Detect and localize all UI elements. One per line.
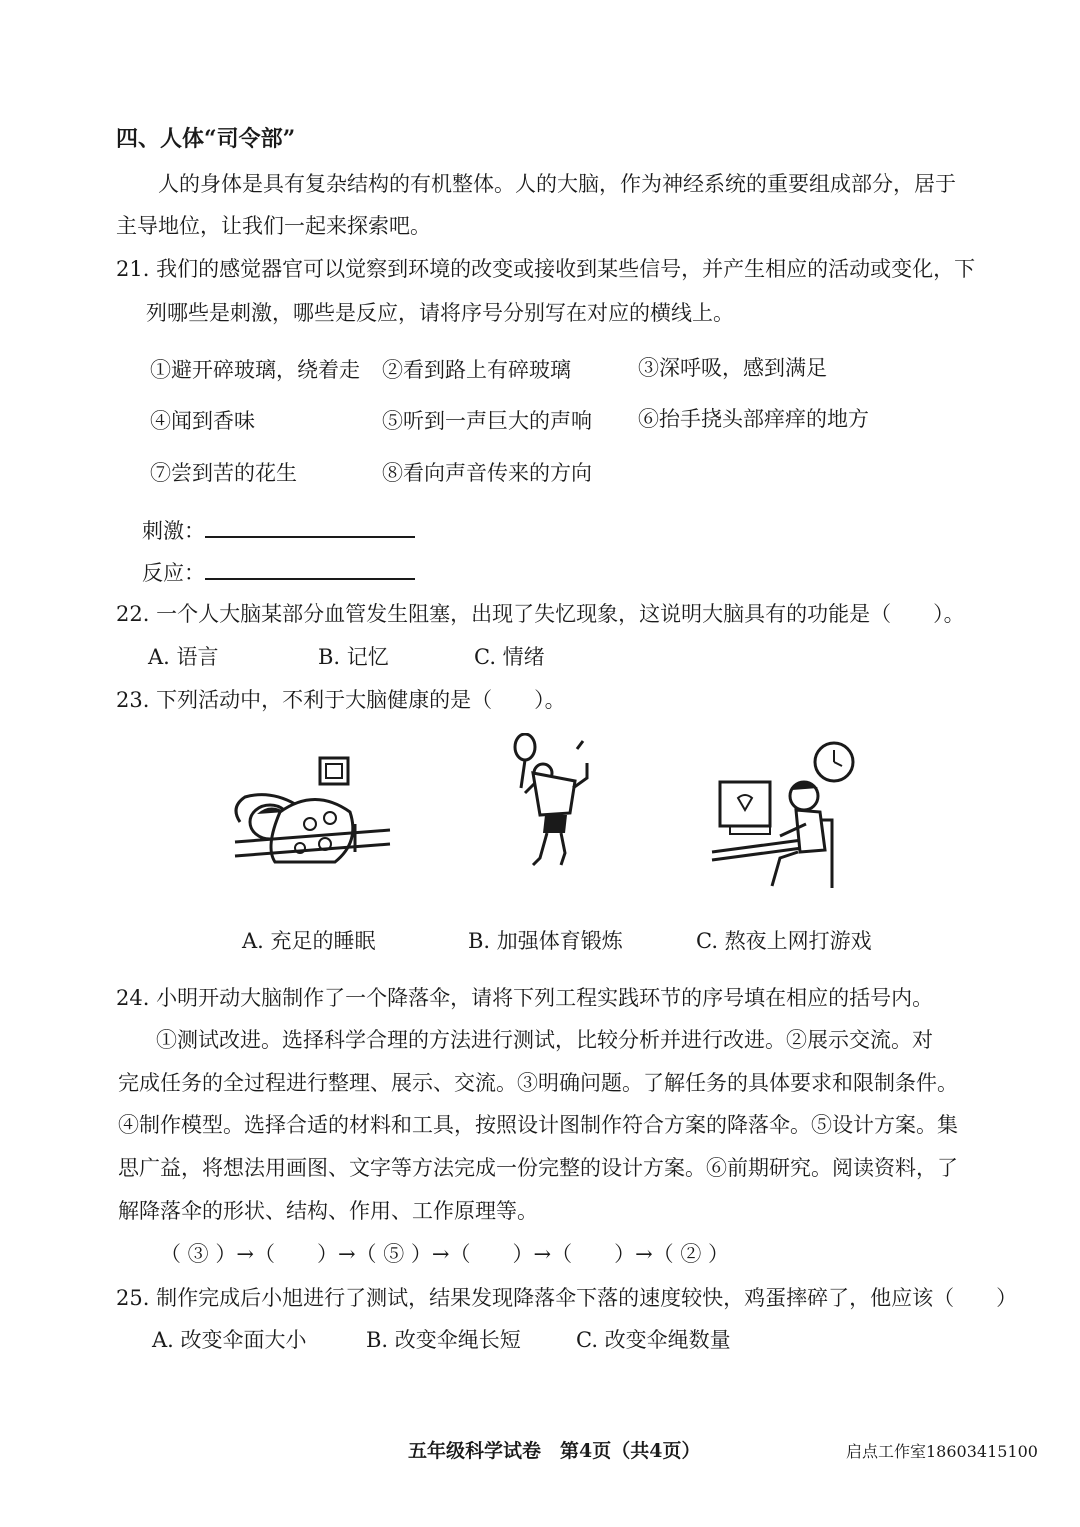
q25-option-c[interactable]: C. 改变伞绳数量 [576, 1328, 731, 1352]
q22-option-c[interactable]: C. 情绪 [474, 645, 545, 669]
q21-text-line-2: 列哪些是刺激，哪些是反应，请将序号分别写在对应的横线上。 [146, 301, 734, 325]
q23-option-a[interactable]: A. 充足的睡眠 [242, 929, 376, 953]
q22-option-b[interactable]: B. 记忆 [318, 645, 389, 669]
q21-item: ③深呼吸，感到满足 [638, 356, 827, 380]
sleeping-child-illustration [225, 752, 405, 872]
q21-item: ①避开碎玻璃，绕着走 [150, 358, 360, 382]
intro-line-2: 主导地位，让我们一起来探索吧。 [116, 214, 431, 238]
badminton-player-illustration [495, 733, 595, 873]
q23-option-c[interactable]: C. 熬夜上网打游戏 [696, 929, 872, 953]
q25-option-a[interactable]: A. 改变伞面大小 [152, 1328, 307, 1352]
response-label: 反应： [142, 561, 205, 585]
response-answer-blank[interactable] [205, 558, 415, 580]
q23-option-b[interactable]: B. 加强体育锻炼 [468, 929, 623, 953]
q21-item: ②看到路上有碎玻璃 [382, 358, 571, 382]
q21-text-line-1: 21. 我们的感觉器官可以觉察到环境的改变或接收到某些信号，并产生相应的活动或变化，下 [116, 257, 976, 281]
section-title: 四、人体“司令部” [116, 126, 296, 152]
q25-option-b[interactable]: B. 改变伞绳长短 [366, 1328, 521, 1352]
q22-text: 22. 一个人大脑某部分血管发生阻塞，出现了失忆现象，这说明大脑具有的功能是（ ）。 [116, 602, 965, 626]
q24-para-line: ④制作模型。选择合适的材料和工具，按照设计图制作符合方案的降落伞。⑤设计方案。集 [118, 1113, 958, 1137]
q21-item: ④闻到香味 [150, 409, 255, 433]
response-row [142, 557, 415, 587]
stimulus-row [142, 515, 415, 545]
q24-para-line: ①测试改进。选择科学合理的方法进行测试，比较分析并进行改进。②展示交流。对 [156, 1028, 933, 1052]
q21-item: ⑦尝到苦的花生 [150, 461, 297, 485]
intro-line-1: 人的身体是具有复杂结构的有机整体。人的大脑，作为神经系统的重要组成部分，居于 [158, 172, 956, 196]
q23-text: 23. 下列活动中，不利于大脑健康的是（ ）。 [116, 688, 566, 712]
q21-item: ⑤听到一声巨大的声响 [382, 409, 592, 433]
q24-para-line: 完成任务的全过程进行整理、展示、交流。③明确问题。了解任务的具体要求和限制条件。 [118, 1071, 958, 1095]
page-footer: 五年级科学试卷 第4页（共4页） [408, 1440, 701, 1462]
q24-para-line: 思广益，将想法用画图、文字等方法完成一份完整的设计方案。⑥前期研究。阅读资料，了 [118, 1156, 958, 1180]
stimulus-answer-blank[interactable] [205, 516, 415, 538]
q21-item: ⑥抬手挠头部痒痒的地方 [638, 407, 869, 431]
stimulus-label: 刺激： [142, 519, 205, 543]
q24-sequence[interactable]: （ ③ ）→（ ）→（ ⑤ ）→（ ）→（ ）→（ ② ） [160, 1242, 730, 1266]
q22-option-a[interactable]: A. 语言 [148, 645, 219, 669]
q24-text: 24. 小明开动大脑制作了一个降落伞，请将下列工程实践环节的序号填在相应的括号内。 [116, 986, 934, 1010]
late-night-gaming-illustration [710, 740, 860, 890]
q21-item: ⑧看向声音传来的方向 [382, 461, 592, 485]
q25-text: 25. 制作完成后小旭进行了测试，结果发现降落伞下落的速度较快，鸡蛋摔碎了，他应该（ ） [116, 1286, 1018, 1310]
q24-para-line: 解降落伞的形状、结构、作用、工作原理等。 [118, 1199, 538, 1223]
watermark-text: 启点工作室18603415100 [846, 1442, 1038, 1461]
